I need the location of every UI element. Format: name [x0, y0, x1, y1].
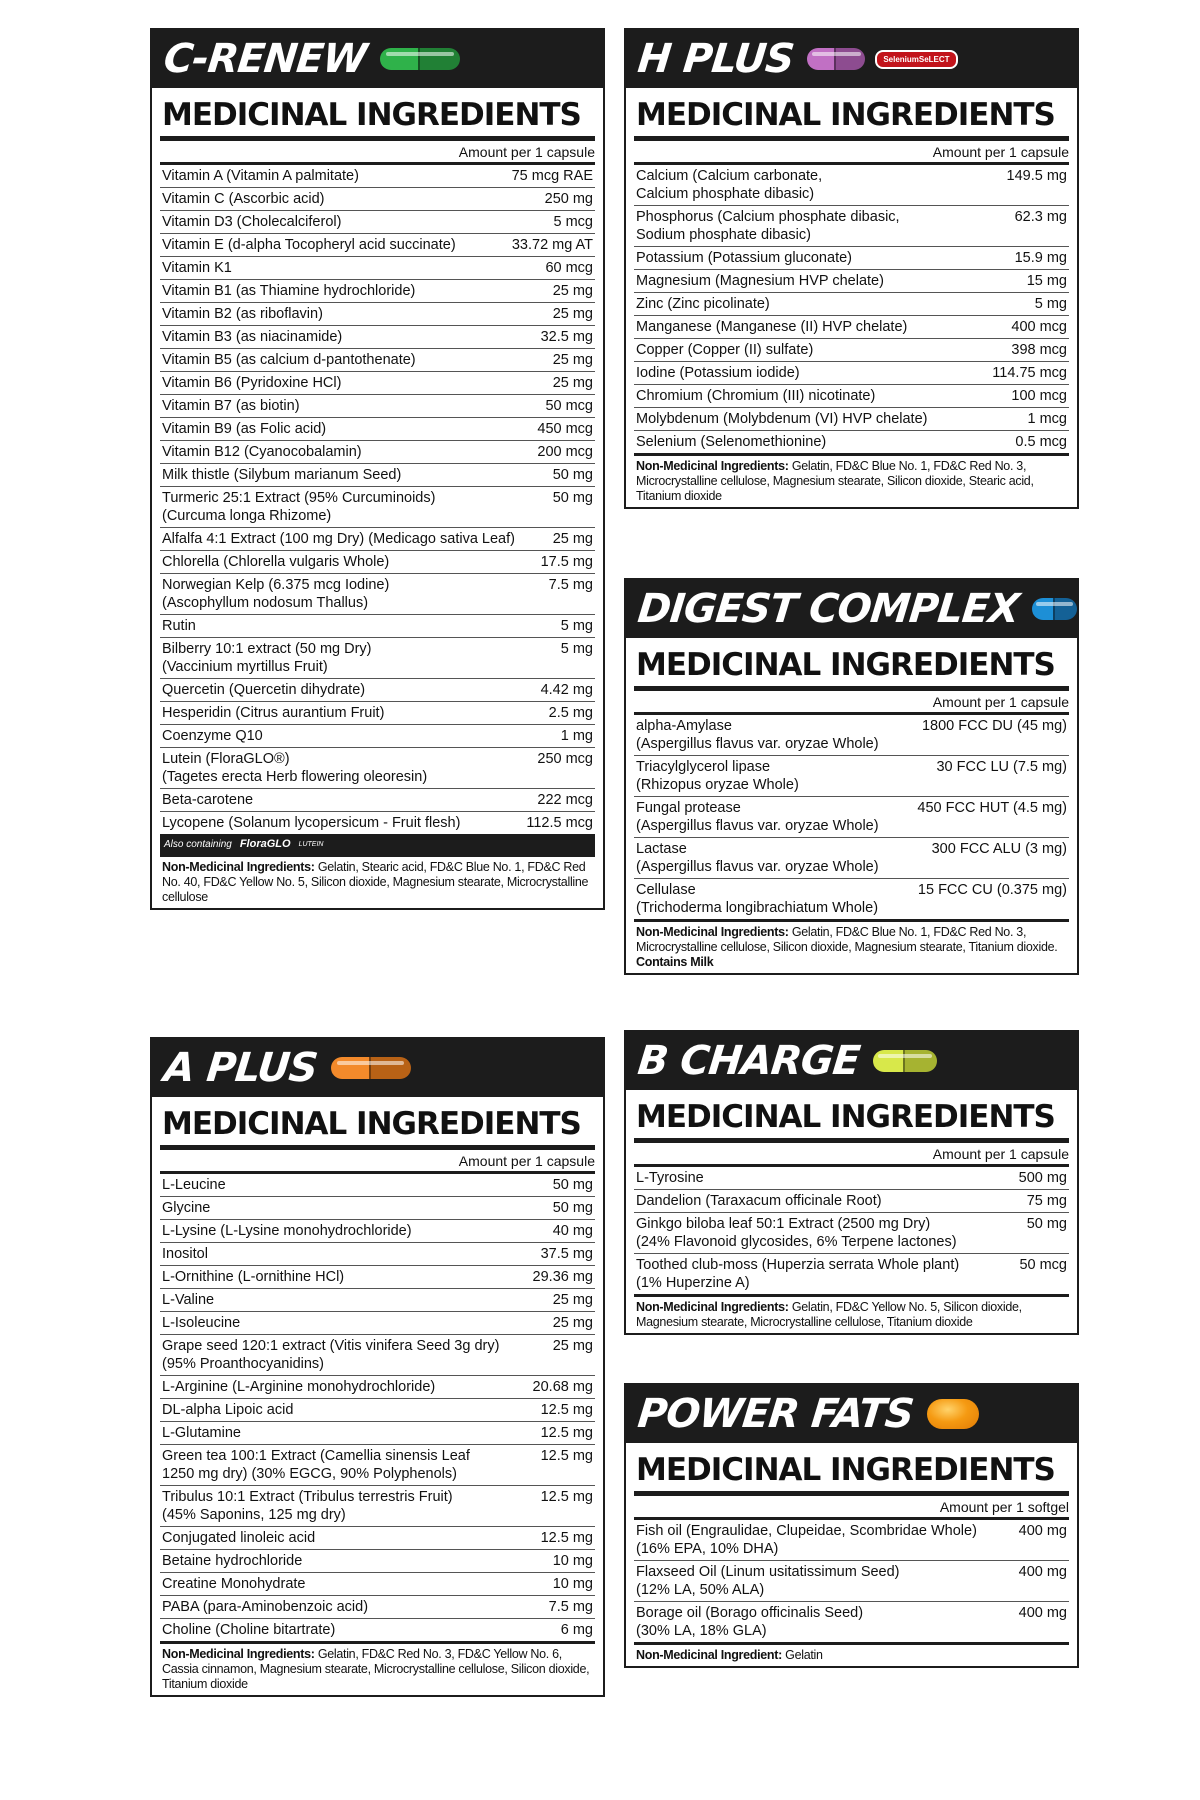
- ingredient-name: L-Leucine: [162, 1177, 226, 1194]
- ingredient-name: Conjugated linoleic acid: [162, 1530, 316, 1547]
- ingredient-row: [160, 1335, 595, 1376]
- ingredient-name: Potassium (Potassium gluconate): [636, 250, 852, 267]
- ingredient-row: [160, 395, 595, 418]
- ingredient-name: Vitamin C (Ascorbic acid): [162, 191, 325, 208]
- selenium-select-badge: SeleniumSeLECT: [875, 50, 957, 69]
- ingredient-name: L-Valine: [162, 1292, 215, 1309]
- ingredient-amount: 1 mg: [560, 728, 593, 745]
- ingredient-amount: 25 mg: [552, 1315, 593, 1332]
- ingredient-name: Coenzyme Q10: [162, 728, 263, 745]
- ingredient-row: [160, 702, 595, 725]
- ingredient-row: [160, 638, 595, 679]
- ingredient-name: Chlorella (Chlorella vulgaris Whole): [162, 554, 390, 571]
- ingredient-name: Grape seed 120:1 extract (Vitis vinifera Seed 3g dry) (95% Proanthocyanidins): [162, 1338, 500, 1373]
- ingredient-table: [634, 1167, 1069, 1294]
- amount-per-label: Amount per 1 capsule: [634, 141, 1069, 165]
- ingredient-amount: 62.3 mg: [1014, 209, 1067, 226]
- non-medicinal-label: Non-Medicinal Ingredients:: [636, 459, 789, 474]
- ingredient-name: Tribulus 10:1 Extract (Tribulus terrestris Fruit) (45% Saponins, 125 mg dry): [162, 1489, 453, 1524]
- ingredient-name: Molybdenum (Molybdenum (VI) HVP chelate): [636, 411, 928, 428]
- ingredient-row: [160, 234, 595, 257]
- ingredient-row: [160, 1550, 595, 1573]
- ingredient-row: [160, 1312, 595, 1335]
- non-medicinal-label: Non-Medicinal Ingredients:: [162, 860, 315, 875]
- non-medicinal-text: Gelatin, FD&C Blue No. 1, FD&C Red No. 3, Microcrystalline cellulose, Magnesium stearate, Silicon dioxide, Stearic acid, Titanium dioxide: [636, 459, 1034, 504]
- capsule-icon: [1032, 598, 1077, 620]
- product-header: [626, 580, 1077, 638]
- ingredient-amount: 29.36 mg: [532, 1269, 593, 1286]
- ingredient-name: Norwegian Kelp (6.375 mcg Iodine) (Ascophyllum nodosum Thallus): [162, 577, 390, 612]
- ingredient-amount: 30 FCC LU (7.5 mg): [936, 759, 1067, 776]
- amount-per-label: Amount per 1 capsule: [160, 141, 595, 165]
- ingredient-amount: 50 mcg: [545, 398, 593, 415]
- ingredient-amount: 10 mg: [552, 1576, 593, 1593]
- ingredient-row: [160, 1376, 595, 1399]
- ingredient-amount: 2.5 mg: [548, 705, 593, 722]
- ingredient-row: [634, 316, 1069, 339]
- ingredient-amount: 400 mg: [1018, 1564, 1067, 1581]
- ingredient-row: [160, 1596, 595, 1619]
- ingredient-amount: 5 mcg: [553, 214, 593, 231]
- ingredient-row: [160, 1289, 595, 1312]
- ingredient-row: [160, 280, 595, 303]
- product-name: DIGEST COMPLEX: [635, 586, 1021, 632]
- product-name: A PLUS: [161, 1045, 320, 1091]
- ingredient-name: Vitamin K1: [162, 260, 232, 277]
- ingredient-row: [160, 1422, 595, 1445]
- ingredient-name: PABA (para-Aminobenzoic acid): [162, 1599, 369, 1616]
- ingredient-row: [634, 362, 1069, 385]
- ingredient-row: [160, 748, 595, 789]
- ingredient-row: [160, 812, 595, 834]
- ingredient-name: Betaine hydrochloride: [162, 1553, 303, 1570]
- ingredient-name: Lycopene (Solanum lycopersicum - Fruit flesh): [162, 815, 461, 832]
- ingredient-amount: 400 mg: [1018, 1523, 1067, 1540]
- medicinal-ingredients-heading: MEDICINAL INGREDIENTS: [634, 1090, 1069, 1143]
- ingredient-row: [160, 418, 595, 441]
- ingredient-row: [634, 879, 1069, 919]
- ingredient-amount: 450 FCC HUT (4.5 mg): [917, 800, 1067, 817]
- product-header: [626, 1032, 1077, 1090]
- ingredient-row: [160, 326, 595, 349]
- ingredient-amount: 250 mcg: [537, 751, 593, 768]
- ingredient-name: Vitamin D3 (Cholecalciferol): [162, 214, 342, 231]
- ingredient-name: Borage oil (Borago officinalis Seed) (30% LA, 18% GLA): [636, 1605, 864, 1640]
- ingredient-name: L-Glutamine: [162, 1425, 241, 1442]
- ingredient-name: Turmeric 25:1 Extract (95% Curcuminoids) (Curcuma longa Rhizome): [162, 490, 436, 525]
- ingredient-amount: 25 mg: [552, 352, 593, 369]
- ingredient-row: [160, 725, 595, 748]
- ingredient-amount: 10 mg: [552, 1553, 593, 1570]
- ingredient-amount: 1 mcg: [1027, 411, 1067, 428]
- ingredient-row: [634, 797, 1069, 838]
- ingredient-row: [160, 1486, 595, 1527]
- ingredient-amount: 500 mg: [1018, 1170, 1067, 1187]
- ingredient-name: Vitamin B12 (Cyanocobalamin): [162, 444, 362, 461]
- ingredient-amount: 50 mg: [552, 490, 593, 507]
- allergen-notice: Contains Milk: [636, 955, 714, 970]
- ingredient-name: L-Arginine (L-Arginine monohydrochloride): [162, 1379, 436, 1396]
- ingredient-row: [160, 349, 595, 372]
- ingredient-amount: 400 mcg: [1011, 319, 1067, 336]
- ingredient-name: Lactase (Aspergillus flavus var. oryzae Whole): [636, 841, 879, 876]
- product-header: [152, 1039, 603, 1097]
- c-renew-panel: [150, 28, 605, 910]
- ingredient-row: [634, 1602, 1069, 1642]
- ingredient-amount: 6 mg: [560, 1622, 593, 1639]
- ingredient-amount: 5 mg: [560, 618, 593, 635]
- ingredient-name: Alfalfa 4:1 Extract (100 mg Dry) (Medicago sativa Leaf): [162, 531, 515, 548]
- ingredient-amount: 7.5 mg: [548, 1599, 593, 1616]
- ingredient-amount: 50 mg: [552, 1200, 593, 1217]
- a-plus-panel: [150, 1037, 605, 1697]
- ingredient-amount: 25 mg: [552, 375, 593, 392]
- ingredient-row: [634, 247, 1069, 270]
- ingredient-amount: 149.5 mg: [1006, 168, 1067, 185]
- ingredient-amount: 1800 FCC DU (45 mg): [921, 718, 1067, 735]
- ingredient-name: Vitamin B5 (as calcium d-pantothenate): [162, 352, 416, 369]
- ingredient-amount: 200 mcg: [537, 444, 593, 461]
- ingredient-amount: 20.68 mg: [532, 1379, 593, 1396]
- ingredient-name: DL-alpha Lipoic acid: [162, 1402, 294, 1419]
- ingredient-table: [160, 1174, 595, 1641]
- ingredient-table: [160, 165, 595, 834]
- ingredient-row: [634, 431, 1069, 453]
- ingredient-amount: 5 mg: [560, 641, 593, 658]
- capsule-icon: [873, 1050, 937, 1072]
- ingredient-row: [160, 789, 595, 812]
- ingredient-row: [160, 1197, 595, 1220]
- product-name: B CHARGE: [635, 1038, 862, 1084]
- h-plus-panel: [624, 28, 1079, 509]
- ingredient-amount: 25 mg: [552, 306, 593, 323]
- ingredient-amount: 50 mg: [552, 467, 593, 484]
- ingredient-row: [160, 1220, 595, 1243]
- ingredient-name: Vitamin B7 (as biotin): [162, 398, 300, 415]
- ingredient-row: [160, 528, 595, 551]
- ingredient-name: Vitamin E (d-alpha Tocopheryl acid succinate): [162, 237, 456, 254]
- amount-per-label: Amount per 1 capsule: [634, 1143, 1069, 1167]
- ingredient-amount: 60 mcg: [545, 260, 593, 277]
- ingredient-row: [160, 1619, 595, 1641]
- ingredient-row: [160, 303, 595, 326]
- ingredient-amount: 7.5 mg: [548, 577, 593, 594]
- ingredient-row: [160, 464, 595, 487]
- ingredient-amount: 114.75 mcg: [992, 365, 1067, 382]
- ingredient-name: L-Isoleucine: [162, 1315, 241, 1332]
- ingredient-row: [634, 1561, 1069, 1602]
- non-medicinal-ingredients: [160, 1641, 595, 1695]
- non-medicinal-text: Gelatin, Stearic acid, FD&C Blue No. 1, FD&C Red No. 40, FD&C Yellow No. 5, Silicon dioxide, Magnesium stearate, Microcrystalline cellulose: [162, 860, 589, 905]
- ingredient-amount: 222 mcg: [537, 792, 593, 809]
- ingredient-name: Green tea 100:1 Extract (Camellia sinensis Leaf 1250 mg dry) (30% EGCG, 90% Polyphenols): [162, 1448, 470, 1483]
- capsule-icon: [331, 1057, 411, 1079]
- ingredient-amount: 25 mg: [552, 531, 593, 548]
- ingredient-name: Quercetin (Quercetin dihydrate): [162, 682, 366, 699]
- ingredient-name: Rutin: [162, 618, 196, 635]
- ingredient-name: Vitamin B2 (as riboflavin): [162, 306, 323, 323]
- ingredient-row: [634, 165, 1069, 206]
- medicinal-ingredients-heading: MEDICINAL INGREDIENTS: [160, 88, 595, 141]
- non-medicinal-ingredients: [634, 1642, 1069, 1666]
- ingredient-name: Vitamin B6 (Pyridoxine HCl): [162, 375, 342, 392]
- ingredient-name: Manganese (Manganese (II) HVP chelate): [636, 319, 908, 336]
- ingredient-name: Choline (Choline bitartrate): [162, 1622, 336, 1639]
- non-medicinal-ingredients: [160, 854, 595, 908]
- ingredient-name: Ginkgo biloba leaf 50:1 Extract (2500 mg Dry) (24% Flavonoid glycosides, 6% Terpene lactones): [636, 1216, 957, 1251]
- floraglo-logo-sub: LUTEIN: [298, 840, 324, 848]
- ingredient-amount: 25 mg: [552, 1292, 593, 1309]
- ingredient-row: [160, 372, 595, 395]
- ingredient-name: Iodine (Potassium iodide): [636, 365, 800, 382]
- ingredient-row: [160, 211, 595, 234]
- also-containing-strip: [160, 834, 595, 854]
- ingredient-name: Triacylglycerol lipase (Rhizopus oryzae Whole): [636, 759, 799, 794]
- ingredient-amount: 100 mcg: [1011, 388, 1067, 405]
- ingredient-amount: 4.42 mg: [540, 682, 593, 699]
- ingredient-amount: 12.5 mg: [540, 1448, 593, 1465]
- ingredient-row: [634, 206, 1069, 247]
- ingredient-amount: 12.5 mg: [540, 1425, 593, 1442]
- ingredient-row: [160, 574, 595, 615]
- ingredient-row: [160, 188, 595, 211]
- ingredient-amount: 15 mg: [1026, 273, 1067, 290]
- ingredient-name: Dandelion (Taraxacum officinale Root): [636, 1193, 882, 1210]
- ingredient-name: Fungal protease (Aspergillus flavus var. oryzae Whole): [636, 800, 879, 835]
- ingredient-amount: 450 mcg: [537, 421, 593, 438]
- ingredient-row: [160, 487, 595, 528]
- ingredient-row: [634, 293, 1069, 316]
- ingredient-amount: 12.5 mg: [540, 1402, 593, 1419]
- ingredient-name: L-Ornithine (L-ornithine HCl): [162, 1269, 345, 1286]
- ingredient-row: [634, 385, 1069, 408]
- ingredient-row: [160, 679, 595, 702]
- ingredient-row: [160, 615, 595, 638]
- power-fats-panel: [624, 1383, 1079, 1668]
- non-medicinal-ingredients: [634, 453, 1069, 507]
- amount-per-label: Amount per 1 softgel: [634, 1496, 1069, 1520]
- b-charge-panel: [624, 1030, 1079, 1335]
- ingredient-amount: 15.9 mg: [1014, 250, 1067, 267]
- ingredient-amount: 17.5 mg: [540, 554, 593, 571]
- ingredient-name: Beta-carotene: [162, 792, 254, 809]
- ingredient-row: [160, 1573, 595, 1596]
- ingredient-name: Lutein (FloraGLO®) (Tagetes erecta Herb flowering oleoresin): [162, 751, 428, 786]
- ingredient-name: Cellulase (Trichoderma longibrachiatum Whole): [636, 882, 879, 917]
- also-containing-label: Also containing: [164, 838, 232, 850]
- ingredient-row: [634, 838, 1069, 879]
- ingredient-amount: 33.72 mg AT: [511, 237, 593, 254]
- ingredient-amount: 37.5 mg: [540, 1246, 593, 1263]
- ingredient-row: [634, 270, 1069, 293]
- ingredient-amount: 50 mg: [552, 1177, 593, 1194]
- ingredient-name: Calcium (Calcium carbonate, Calcium phosphate dibasic): [636, 168, 823, 203]
- ingredient-name: Creatine Monohydrate: [162, 1576, 306, 1593]
- non-medicinal-text: Gelatin, FD&C Yellow No. 5, Silicon dioxide, Magnesium stearate, Microcrystalline cellulose, Titanium dioxide: [636, 1300, 1022, 1330]
- ingredient-row: [160, 441, 595, 464]
- ingredient-amount: 40 mg: [552, 1223, 593, 1240]
- ingredient-name: Magnesium (Magnesium HVP chelate): [636, 273, 884, 290]
- ingredient-row: [160, 1243, 595, 1266]
- ingredient-row: [160, 165, 595, 188]
- ingredient-amount: 12.5 mg: [540, 1530, 593, 1547]
- digest-complex-panel: [624, 578, 1079, 975]
- ingredient-name: Vitamin B9 (as Folic acid): [162, 421, 327, 438]
- ingredient-amount: 25 mg: [552, 283, 593, 300]
- ingredient-amount: 300 FCC ALU (3 mg): [931, 841, 1067, 858]
- product-name: POWER FATS: [635, 1391, 916, 1437]
- amount-per-label: Amount per 1 capsule: [160, 1150, 595, 1174]
- ingredient-name: Hesperidin (Citrus aurantium Fruit): [162, 705, 385, 722]
- non-medicinal-text: Gelatin, FD&C Red No. 3, FD&C Yellow No. 6, Cassia cinnamon, Magnesium stearate, Microcrystalline cellulose, Silicon dioxide, Titanium dioxide: [162, 1647, 590, 1692]
- ingredient-name: Phosphorus (Calcium phosphate dibasic, Sodium phosphate dibasic): [636, 209, 900, 244]
- ingredient-row: [160, 1527, 595, 1550]
- product-name: H PLUS: [635, 36, 796, 82]
- ingredient-table: [634, 715, 1069, 919]
- ingredient-row: [160, 1399, 595, 1422]
- non-medicinal-text: Gelatin, FD&C Blue No. 1, FD&C Red No. 3, Microcrystalline cellulose, Silicon dioxide, Magnesium stearate, Titanium dioxide.: [636, 925, 1058, 955]
- ingredient-amount: 32.5 mg: [540, 329, 593, 346]
- product-name: C-RENEW: [161, 36, 369, 82]
- ingredient-name: Fish oil (Engraulidae, Clupeidae, Scombridae Whole) (16% EPA, 10% DHA): [636, 1523, 977, 1558]
- product-header: [626, 1385, 1077, 1443]
- ingredient-table: [634, 1520, 1069, 1642]
- amount-per-label: Amount per 1 capsule: [634, 691, 1069, 715]
- ingredient-row: [160, 1445, 595, 1486]
- medicinal-ingredients-heading: MEDICINAL INGREDIENTS: [634, 638, 1069, 691]
- ingredient-row: [634, 1254, 1069, 1294]
- non-medicinal-label: Non-Medicinal Ingredients:: [162, 1647, 315, 1662]
- ingredient-amount: 75 mg: [1026, 1193, 1067, 1210]
- non-medicinal-label: Non-Medicinal Ingredient:: [636, 1648, 782, 1663]
- non-medicinal-ingredients: [634, 1294, 1069, 1333]
- ingredient-name: Copper (Copper (II) sulfate): [636, 342, 814, 359]
- ingredient-row: [634, 756, 1069, 797]
- ingredient-row: [634, 1190, 1069, 1213]
- ingredient-name: Zinc (Zinc picolinate): [636, 296, 770, 313]
- ingredient-amount: 50 mg: [1026, 1216, 1067, 1233]
- product-header: [152, 30, 603, 88]
- floraglo-logo: FloraGLO: [239, 838, 291, 851]
- ingredient-row: [160, 551, 595, 574]
- ingredient-amount: 12.5 mg: [540, 1489, 593, 1506]
- ingredient-name: Flaxseed Oil (Linum usitatissimum Seed) (12% LA, 50% ALA): [636, 1564, 900, 1599]
- ingredient-name: L-Tyrosine: [636, 1170, 704, 1187]
- ingredient-name: Inositol: [162, 1246, 208, 1263]
- softgel-icon: [927, 1399, 979, 1429]
- ingredient-name: Vitamin B1 (as Thiamine hydrochloride): [162, 283, 416, 300]
- ingredient-name: Glycine: [162, 1200, 211, 1217]
- ingredient-row: [160, 1266, 595, 1289]
- ingredient-row: [634, 1213, 1069, 1254]
- medicinal-ingredients-heading: MEDICINAL INGREDIENTS: [634, 88, 1069, 141]
- ingredient-row: [160, 1174, 595, 1197]
- ingredient-name: L-Lysine (L-Lysine monohydrochloride): [162, 1223, 412, 1240]
- ingredient-name: Selenium (Selenomethionine): [636, 434, 827, 451]
- ingredient-amount: 15 FCC CU (0.375 mg): [917, 882, 1067, 899]
- ingredient-amount: 112.5 mcg: [526, 815, 593, 832]
- ingredient-amount: 250 mg: [544, 191, 593, 208]
- medicinal-ingredients-heading: MEDICINAL INGREDIENTS: [160, 1097, 595, 1150]
- ingredient-amount: 0.5 mcg: [1015, 434, 1067, 451]
- capsule-icon: [807, 48, 865, 70]
- ingredient-amount: 75 mcg RAE: [511, 168, 593, 185]
- ingredient-name: Vitamin A (Vitamin A palmitate): [162, 168, 359, 185]
- non-medicinal-text: Gelatin: [781, 1648, 823, 1663]
- product-header: [626, 30, 1077, 88]
- medicinal-ingredients-heading: MEDICINAL INGREDIENTS: [634, 1443, 1069, 1496]
- ingredient-name: Bilberry 10:1 extract (50 mg Dry) (Vaccinium myrtillus Fruit): [162, 641, 372, 676]
- capsule-icon: [380, 48, 460, 70]
- ingredient-name: alpha-Amylase (Aspergillus flavus var. oryzae Whole): [636, 718, 879, 753]
- ingredient-amount: 50 mcg: [1019, 1257, 1067, 1274]
- ingredient-amount: 400 mg: [1018, 1605, 1067, 1622]
- ingredient-row: [634, 408, 1069, 431]
- ingredient-row: [160, 257, 595, 280]
- ingredient-amount: 398 mcg: [1011, 342, 1067, 359]
- ingredient-amount: 5 mg: [1034, 296, 1067, 313]
- ingredient-row: [634, 1520, 1069, 1561]
- non-medicinal-label: Non-Medicinal Ingredients:: [636, 925, 789, 940]
- ingredient-name: Chromium (Chromium (III) nicotinate): [636, 388, 876, 405]
- ingredient-name: Milk thistle (Silybum marianum Seed): [162, 467, 402, 484]
- ingredient-row: [634, 1167, 1069, 1190]
- ingredient-row: [634, 339, 1069, 362]
- non-medicinal-ingredients: [634, 919, 1069, 973]
- ingredient-row: [634, 715, 1069, 756]
- non-medicinal-label: Non-Medicinal Ingredients:: [636, 1300, 789, 1315]
- ingredient-table: [634, 165, 1069, 453]
- ingredient-amount: 25 mg: [552, 1338, 593, 1355]
- ingredient-name: Vitamin B3 (as niacinamide): [162, 329, 343, 346]
- ingredient-name: Toothed club-moss (Huperzia serrata Whole plant) (1% Huperzine A): [636, 1257, 960, 1292]
